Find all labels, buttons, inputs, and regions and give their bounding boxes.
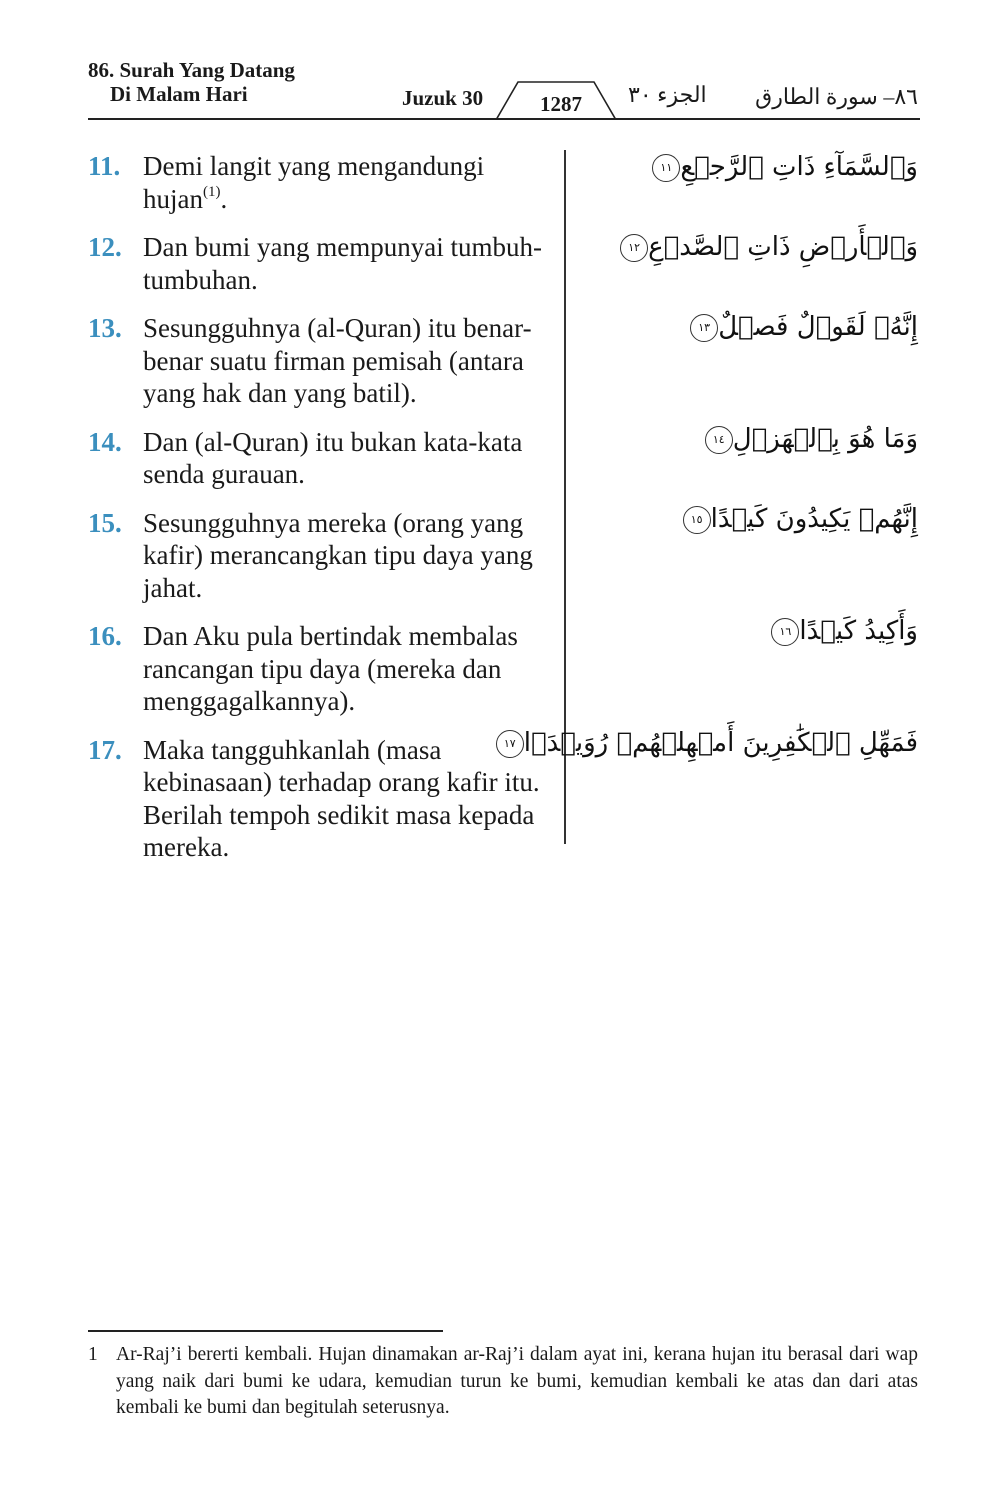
arabic-verse-12 [600, 232, 918, 262]
ayah-end-marker: ١٦ [771, 618, 799, 646]
verse-16 [88, 620, 558, 718]
verse-translation: Dan (al-Quran) itu bukan kata-kata senda gurauan. [143, 426, 523, 489]
arabic-text: إِنَّهُۥ لَقَوۡلٌ فَصۡلٌ [718, 312, 918, 342]
juzuk-label: Juzuk 30 [402, 86, 484, 110]
verse-translation: Maka tangguhkanlah (masa kebinasaan) terhadap orang kafir itu. Berilah tempoh sedikit masa kepada mereka. [143, 734, 540, 862]
ayah-end-marker: ١٥ [683, 506, 711, 534]
verse-translation: Dan Aku pula bertindak membalas rancangan tipu daya (mereka dan menggagalkannya). [143, 621, 518, 716]
arabic-verse-14 [600, 424, 918, 454]
verse-12 [88, 231, 558, 296]
arabic-text: وَأَكِيدُ كَيۡدًا [799, 616, 918, 646]
verse-number: 13. [88, 313, 122, 343]
verse-13 [88, 312, 558, 410]
verse-translation [143, 150, 558, 215]
arabic-verse-13 [600, 312, 918, 342]
footnote-number: 1 [88, 1344, 98, 1365]
verse-number: 11. [88, 151, 121, 181]
verse-14 [88, 426, 558, 491]
verse-15 [88, 507, 558, 605]
verse-11 [88, 150, 558, 215]
arabic-text: إِنَّهُمۡ يَكِيدُونَ كَيۡدًا [710, 504, 918, 534]
ayah-end-marker: ١٧ [496, 730, 524, 758]
verse-translation: Sesungguhnya mereka (orang yang kafir) merancangkan tipu daya yang jahat. [143, 507, 533, 603]
verse-number: 17. [88, 734, 122, 765]
verse-translation: Dan bumi yang mempunyai tumbuh-tumbuhan. [143, 232, 542, 295]
verse-number: 14. [88, 426, 122, 457]
verse-translation: Sesungguhnya (al-Quran) itu benar-benar suatu firman pemisah (antara yang hak dan yang batil). [143, 313, 532, 408]
verse-text: Demi langit yang mengandungi hujan [143, 151, 485, 214]
verse-number: 16. [88, 621, 122, 651]
ayah-end-marker: ١٣ [690, 314, 718, 342]
footnote-text: Ar-Raj’i bererti kembali. Hujan dinamakan ar-Raj’i dalam ayat ini, kerana hujan itu berasal dari wap yang naik dari bumi ke udara, kemudian turun ke bumi, kemudian kembali ke atas dan dari atas kembali ke bumi dan begitulah seterusnya. [116, 1344, 918, 1418]
juz-arabic-label: الجزء ٣٠ [628, 82, 707, 107]
verse-number: 12. [88, 232, 122, 262]
ayah-end-marker: ١١ [652, 154, 680, 182]
arabic-verse-16 [600, 616, 918, 646]
footnote-rule [88, 1330, 443, 1332]
verse-number: 15. [88, 507, 122, 538]
verse-suffix: . [220, 183, 228, 214]
arabic-text: وَٱلسَّمَآءِ ذَاتِ ٱلرَّجۡعِ [680, 152, 918, 182]
arabic-verse-15 [600, 504, 918, 534]
page-number-tab [496, 80, 616, 120]
surah-title [88, 58, 295, 106]
footnote [88, 1342, 918, 1422]
arabic-text: وَٱلۡأَرۡضِ ذَاتِ ٱلصَّدۡعِ [648, 232, 918, 262]
surah-title-line2: Di Malam Hari [110, 82, 248, 106]
ayah-end-marker: ١٢ [620, 234, 648, 262]
arabic-verse-11 [600, 152, 918, 182]
arabic-text: وَمَا هُوَ بِٱلۡهَزۡلِ [732, 424, 918, 454]
ayah-end-marker: ١٤ [705, 426, 733, 454]
surah-title-line1: 86. Surah Yang Datang [88, 58, 295, 82]
verse-list [88, 150, 558, 880]
surah-arabic-title: ٨٦– سورة الطارق [755, 84, 918, 109]
arabic-verse-17 [503, 728, 918, 758]
header-rule [88, 118, 920, 120]
page-number: 1287 [540, 92, 582, 116]
arabic-text: فَمَهِّلِ ٱلۡكَٰفِرِينَ أَمۡهِلۡهُمۡ رُوَيۡدَۢا [523, 728, 918, 758]
footnote-ref: (1) [203, 183, 221, 200]
verse-17 [88, 734, 558, 864]
